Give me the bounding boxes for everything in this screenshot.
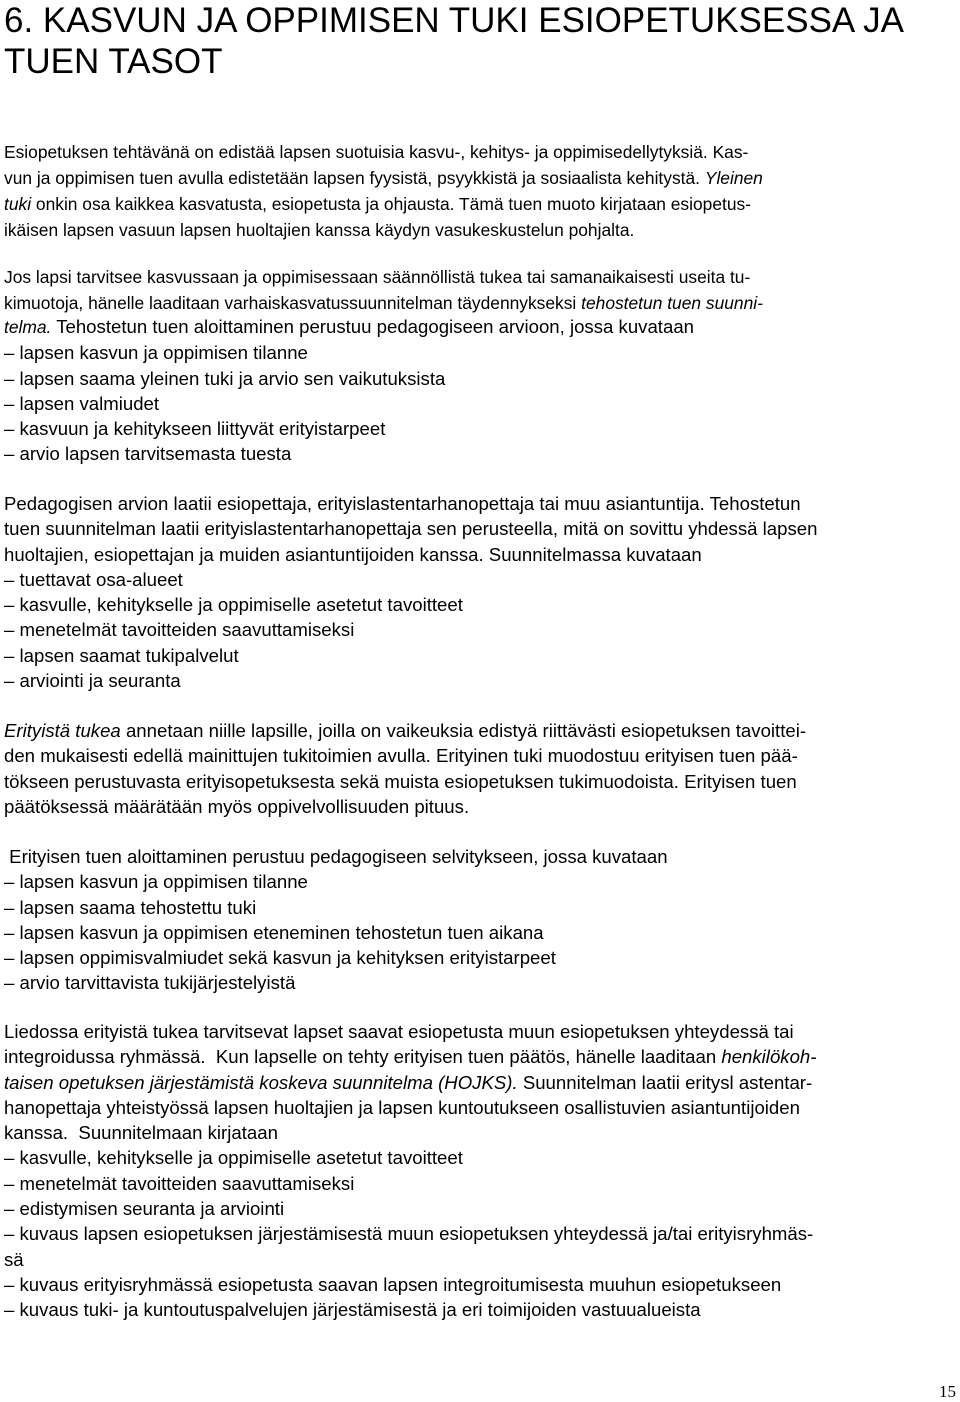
italic-term: tehostetun tuen suunni- (581, 293, 763, 313)
list-item: – kuvaus lapsen esiopetuksen järjestämisestä muun esiopetuksen yhteydessä ja/tai erityisryhmäs- (4, 1223, 814, 1245)
chapter-heading (4, 0, 954, 82)
text-line: Liedossa erityistä tukea tarvitsevat lapset saavat esiopetusta muun esiopetuksen yhteydessä tai (4, 1021, 794, 1042)
italic-term: Yleinen (704, 168, 763, 188)
text-line: Jos lapsi tarvitsee kasvussaan ja oppimisessaan säännöllistä tukea tai samanaikaisesti useita tu- (4, 267, 751, 287)
list-item: – arvio tarvittavista tukijärjestelyistä (4, 972, 296, 994)
heading-line-1: 6. KASVUN JA OPPIMISEN TUKI ESIOPETUKSESSA JA (4, 1, 904, 40)
text-line: Esiopetuksen tehtävänä on edistää lapsen suotuisia kasvu-, kehitys- ja oppimisedellytyksiä. Kas- (4, 142, 749, 162)
intensified-support-list (4, 314, 956, 467)
list-item: – lapsen saama tehostettu tuki (4, 896, 257, 918)
italic-term: taisen opetuksen järjestämistä koskeva suunnitelma (HOJKS). (4, 1071, 518, 1093)
text-line: Pedagogisen arvion laatii esiopettaja, erityislastentarhanopettaja tai muu asiantuntija. Tehostetun (4, 493, 801, 514)
text-line: kimuotoja, hänelle laaditaan varhaiskasvatussuunnitelman täydennykseksi tehostetun tuen suunni- (4, 293, 763, 313)
list-item: – kasvulle, kehitykselle ja oppimiselle asetetut tavoitteet (4, 594, 463, 616)
paragraph-pedagogical-assessment (4, 491, 956, 693)
list-item: – kuvaus erityisryhmässä esiopetusta saavan lapsen integroitumisesta muuhun esiopetukseen (4, 1273, 782, 1295)
italic-term: henkilökoh- (721, 1046, 817, 1068)
list-item: – edistymisen seuranta ja arviointi (4, 1198, 285, 1220)
list-item: – menetelmät tavoitteiden saavuttamiseksi (4, 1172, 355, 1194)
paragraph-pedagogical-survey (4, 844, 956, 996)
list-item: – lapsen kasvun ja oppimisen eteneminen tehostetun tuen aikana (4, 921, 544, 943)
text-line: tuen suunnitelman laatii erityislastentarhanopettaja sen perusteella, mitä on sovittu yhdessä lapsen (4, 518, 818, 540)
list-item: – menetelmät tavoitteiden saavuttamiseksi (4, 619, 355, 641)
italic-term: Erityistä tukea (4, 720, 121, 741)
list-item: – arviointi ja seuranta (4, 670, 181, 692)
list-item: – lapsen kasvun ja oppimisen tilanne (4, 871, 308, 893)
italic-term: telma. (4, 317, 52, 337)
text-line: den mukaisesti edellä mainittujen tukitoimien avulla. Erityinen tuki muodostuu erityisen tuen pää- (4, 745, 798, 767)
text-line: Erityistä tukea annetaan niille lapsille, joilla on vaikeuksia edistyä riittävästi esiopetuksen tavoittei- (4, 720, 807, 741)
list-item: sä (4, 1248, 24, 1270)
paragraph-special-support (4, 718, 956, 819)
list-item: – lapsen saama yleinen tuki ja arvio sen vaikutuksista (4, 367, 446, 389)
list-item: – lapsen saamat tukipalvelut (4, 644, 239, 666)
list-item: – lapsen kasvun ja oppimisen tilanne (4, 342, 308, 364)
list-item: – tuettavat osa-alueet (4, 568, 183, 590)
text-line: tuki onkin osa kaikkea kasvatusta, esiopetusta ja ohjausta. Tämä tuen muoto kirjataan esiopetus- (4, 194, 751, 214)
italic-term: tuki (4, 194, 32, 214)
text-line: vun ja oppimisen tuen avulla edistetään lapsen fyysistä, psyykkistä ja sosiaalista kehitystä. Yleinen (4, 168, 763, 188)
text-line: telma. Tehostetun tuen aloittaminen perustuu pedagogiseen arvioon, jossa kuvataan (4, 316, 695, 337)
text-line: tökseen perustuvasta erityisopetuksesta sekä muista esiopetuksen tukimuodoista. Erityisen tuen (4, 770, 797, 792)
text-line: integroidussa ryhmässä. Kun lapselle on tehty erityisen tuen päätös, hänelle laaditaan henkilökoh- (4, 1046, 817, 1068)
text-line: kanssa. Suunnitelmaan kirjataan (4, 1122, 278, 1144)
text-line: hanopettaja yhteistyössä lapsen huoltajien ja lapsen kuntoutukseen osallistuvien asiantuntijoiden (4, 1096, 800, 1118)
paragraph-general-support (4, 139, 956, 243)
list-item: – kasvulle, kehitykselle ja oppimiselle asetetut tavoitteet (4, 1147, 463, 1169)
heading-line-2: TUEN TASOT (4, 42, 223, 81)
text-line: päätöksessä määrätään myös oppivelvollisuuden pituus. (4, 795, 470, 817)
text-line: huoltajien, esiopettajan ja muiden asiantuntijoiden kanssa. Suunnitelmassa kuvataan (4, 543, 702, 565)
list-item: – lapsen oppimisvalmiudet sekä kasvun ja kehityksen erityistarpeet (4, 947, 556, 969)
paragraph-lieto-hojks (4, 1019, 956, 1323)
text-line: Erityisen tuen aloittaminen perustuu pedagogiseen selvitykseen, jossa kuvataan (4, 846, 668, 867)
paragraph-intensified-support (4, 264, 956, 316)
list-item: – lapsen valmiudet (4, 392, 160, 414)
page-number: 15 (939, 1382, 956, 1401)
text-line: ikäisen lapsen vasuun lapsen huoltajien kanssa käydyn vasukeskustelun pohjalta. (4, 220, 635, 240)
list-item: – kasvuun ja kehitykseen liittyvät erityistarpeet (4, 418, 386, 440)
text-line: taisen opetuksen järjestämistä koskeva suunnitelma (HOJKS). Suunnitelman laatii eritysl astentar- (4, 1071, 813, 1093)
list-item: – arvio lapsen tarvitsemasta tuesta (4, 443, 292, 465)
list-item: – kuvaus tuki- ja kuntoutuspalvelujen järjestämisestä ja eri toimijoiden vastuualueista (4, 1299, 701, 1321)
